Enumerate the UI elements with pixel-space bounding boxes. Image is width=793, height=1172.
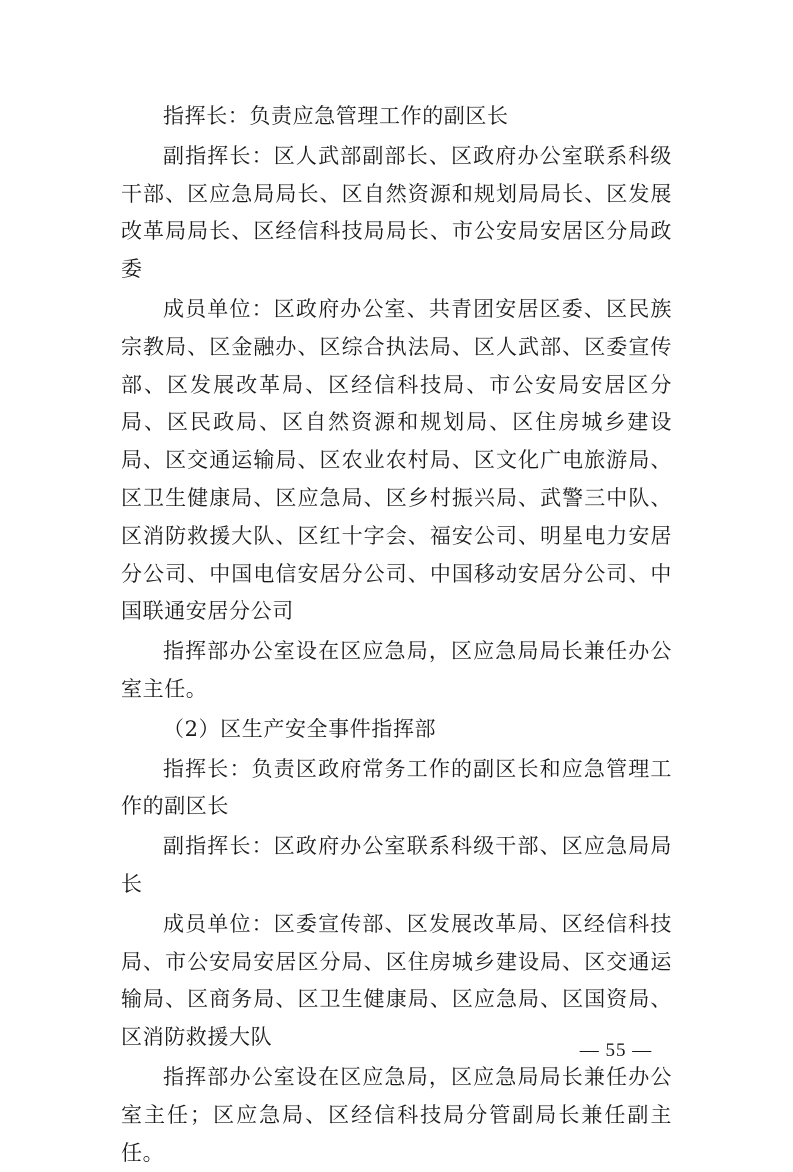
paragraph-office: 指挥部办公室设在区应急局，区应急局局长兼任办公室主任。 — [121, 639, 672, 701]
paragraph-commander: 指挥长：负责应急管理工作的副区长 — [163, 104, 509, 128]
paragraph-office-2: 指挥部办公室设在区应急局，区应急局局长兼任办公室主任；区应急局、区经信科技局分管副局长兼任副主任。 — [121, 1064, 672, 1165]
paragraph-member-units-2: 成员单位：区委宣传部、区发展改革局、区经信科技局、市公安局安居区分局、区住房城乡建设局、区交通运输局、区商务局、区卫生健康局、区应急局、区国资局、区消防救援大队 — [121, 911, 672, 1050]
section-heading: （2）区生产安全事件指挥部 — [163, 716, 437, 741]
paragraph-member-units: 成员单位：区政府办公室、共青团安居区委、区民族宗教局、区金融办、区综合执法局、区人武部、区委宣传部、区发展改革局、区经信科技局、市公安局安居区分局、区民政局、区自然资源和规划局、区住房城乡建设局、区交通运输局、区农业农村局、区文化广电旅游局、区卫生健康局、区应急局、区乡村振兴局、武警三中队、区消防救援大队、区红十字会、福安公司、明星电力安居分公司、中国电信安居分公司、中国移动安居分公司、中国联通安居分公司 — [121, 296, 672, 624]
paragraph-commander-2: 指挥长：负责区政府常务工作的副区长和应急管理工作的副区长 — [121, 756, 672, 819]
paragraph-deputy-commander: 副指挥长：区人武部副部长、区政府办公室联系科级干部、区应急局局长、区自然资源和规划局局长、区发展改革局局长、区经信科技局局长、市公安局安居区分局政委 — [121, 143, 672, 282]
document-body — [121, 98, 672, 1172]
paragraph-deputy-commander-2: 副指挥长：区政府办公室联系科级干部、区应急局局长 — [121, 834, 672, 896]
page-number: — 55 — — [579, 1040, 653, 1061]
